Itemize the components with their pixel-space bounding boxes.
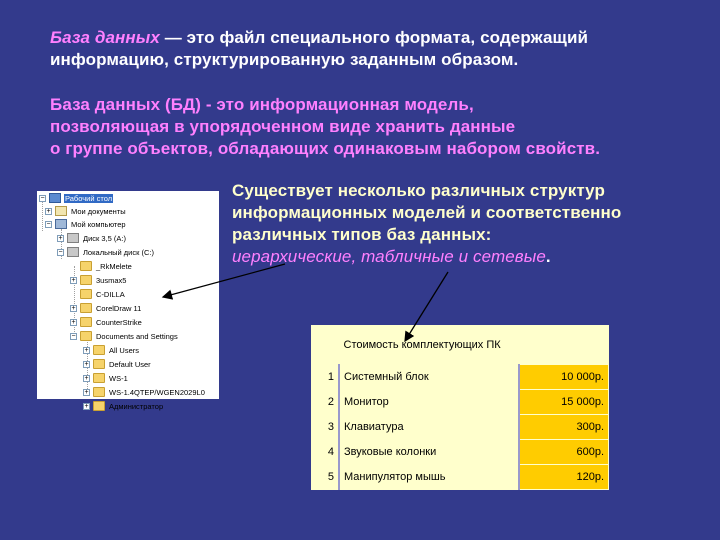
expand-icon[interactable]: + [71, 318, 76, 326]
database-term: База данных [50, 28, 160, 47]
row-number: 2 [312, 390, 340, 415]
tree-label: C-DILLA [96, 289, 125, 299]
tree-label: Диск 3,5 (A:) [83, 233, 126, 243]
tree-label: 3usmax5 [96, 275, 127, 285]
component-price: 10 000р. [519, 365, 609, 390]
model-line-1: База данных (БД) - это информационная модель, [50, 95, 474, 114]
tree-label: All Users [109, 345, 140, 355]
tree-label: CorelDraw 11 [96, 303, 142, 313]
expand-icon[interactable]: + [84, 346, 89, 354]
definition-rest: — это файл специального формата, содержащий [159, 28, 589, 47]
component-price: 300р. [519, 415, 609, 440]
tree-label: WS-1.4QTEP/WGEN2029L0 [109, 387, 205, 397]
tree-label: Рабочий стол [65, 193, 113, 203]
expand-icon[interactable]: + [84, 388, 89, 396]
component-name: Манипулятор мышь [339, 465, 519, 490]
tree-label: Администратор [109, 401, 164, 411]
component-name: Системный блок [339, 365, 519, 390]
row-number: 1 [312, 365, 340, 390]
collapse-icon[interactable]: − [58, 248, 63, 256]
expand-icon[interactable]: + [71, 304, 76, 312]
component-price: 15 000р. [519, 390, 609, 415]
model-line-3: о группе объектов, обладающих одинаковым набором свойств. [50, 139, 601, 158]
model-line-2: позволяющая в упорядоченном виде хранить данные [50, 117, 516, 136]
expand-icon[interactable]: + [71, 276, 76, 284]
arrow-to-tree [163, 264, 285, 297]
collapse-icon[interactable]: − [40, 194, 45, 202]
component-price: 600р. [519, 440, 609, 465]
expand-icon[interactable]: + [84, 360, 89, 368]
table-title: Стоимость комплектующих ПК [339, 326, 519, 365]
expand-icon[interactable]: + [84, 374, 89, 382]
row-number: 5 [312, 465, 340, 490]
arrow-to-table [405, 272, 448, 341]
tree-label: Мои документы [71, 206, 126, 216]
tree-label: _RkMelete [96, 261, 132, 271]
tree-label: Documents and Settings [96, 331, 178, 341]
db-types: иерархические, табличные и сетевые [232, 247, 546, 266]
structures-line-3: различных типов баз данных: [232, 225, 492, 244]
component-name: Монитор [339, 390, 519, 415]
row-number: 4 [312, 440, 340, 465]
tree-label: Мой компьютер [71, 219, 126, 229]
collapse-icon[interactable]: − [71, 332, 76, 340]
structures-line-1: Существует несколько различных структур [232, 181, 605, 200]
row-number: 3 [312, 415, 340, 440]
expand-icon[interactable]: + [46, 207, 51, 215]
component-price: 120р. [519, 465, 609, 490]
component-name: Клавиатура [339, 415, 519, 440]
component-name: Звуковые колонки [339, 440, 519, 465]
definition-line-2: информацию, структурированную заданным образом. [50, 50, 519, 69]
tree-label: WS-1 [109, 373, 128, 383]
types-period: . [545, 247, 551, 266]
expand-icon[interactable]: + [84, 402, 89, 410]
structures-line-2: информационных моделей и соответственно [232, 203, 622, 222]
collapse-icon[interactable]: − [46, 220, 51, 228]
tree-label: Default User [109, 359, 151, 369]
expand-icon[interactable]: + [58, 234, 63, 242]
tree-label: Локальный диск (C:) [83, 247, 154, 257]
tree-label: CounterStrike [96, 317, 142, 327]
